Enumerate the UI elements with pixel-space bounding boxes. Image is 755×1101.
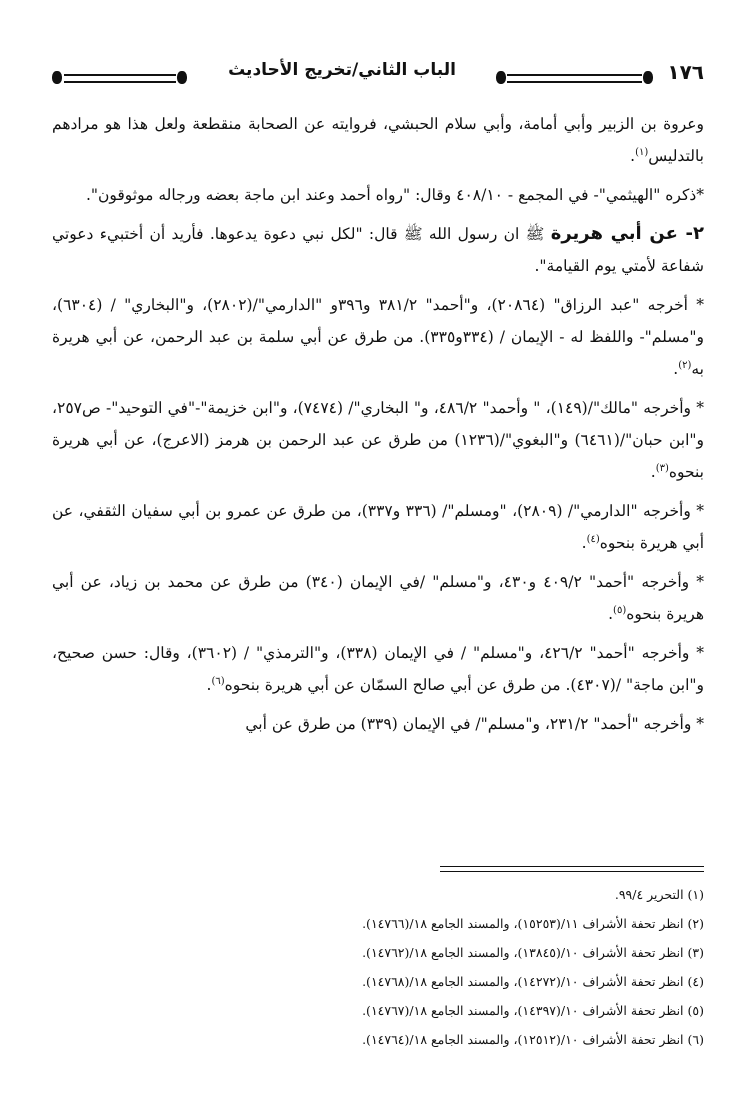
page-number: ١٧٦	[667, 60, 704, 84]
footnote-separator	[440, 866, 704, 867]
main-text	[52, 108, 704, 747]
footnote: (٢) انظر تحفة الأشراف ١١/(١٥٢٥٣)، والمسند الجامع ١٨/(١٤٧٦٦).	[362, 916, 704, 931]
footnote-ref: (٥)	[613, 604, 627, 616]
ornament-dot	[643, 71, 653, 84]
footnote: (١) التحرير ٩٩/٤.	[614, 887, 704, 902]
footnote-ref: (٣)	[655, 462, 669, 474]
paragraph: وعروة بن الزبير وأبي أمامة، وأبي سلام الحبشي، فروايته عن الصحابة منقطعة ولعل هذا هو مرادهم بالتدليس$^{(١)}$.	[52, 115, 704, 165]
header-rule	[507, 74, 642, 83]
footnote-ref: (٢)	[678, 359, 692, 371]
paragraph: * وأخرجه "أحمد" ٢٣١/٢، و"مسلم"/ في الإيمان (٣٣٩) من طرق عن أبي	[245, 715, 704, 733]
ornament-dot	[177, 71, 187, 84]
hadith-heading: ٢- عن أبي هريرة ﷺ ان رسول الله ﷺ قال: "لكل نبي دعوة يدعوها. فأريد أن أختبيء دعوتي شفاعة لأمتي يوم القيامة".	[52, 223, 704, 275]
paragraph: * وأخرجه "أحمد" ٤٠٩/٢ و٤٣٠، و"مسلم" /في الإيمان (٣٤٠) من طرق عن محمد بن زياد، عن أبي هريرة بنحوه$^{(٥)}$.	[52, 573, 705, 623]
header-rule	[64, 74, 176, 83]
chapter-title: الباب الثاني/تخريج الأحاديث	[228, 60, 456, 80]
ornament-dot	[52, 71, 62, 84]
paragraph: *ذكره "الهيثمي"- في المجمع - ٤٠٨/١٠ وقال: "رواه أحمد وعند ابن ماجة بعضه ورجاله موثوقون".	[85, 186, 704, 204]
footnote: (٣) انظر تحفة الأشراف ١٠/(١٣٨٤٥)، والمسند الجامع ١٨/(١٤٧٦٢).	[362, 945, 704, 960]
hadith-number: ٢- عن أبي هريرة	[550, 223, 704, 244]
footnote-ref: (٤)	[586, 533, 600, 545]
paragraph: * وأخرجه "مالك"/(١٤٩)، " وأحمد" ٤٨٦/٢، و" البخاري"/ (٧٤٧٤)، و"ابن خزيمة"-"في التوحيد"- ص٢٥٧، و"ابن حبان"/(٦٤٦١) و"البغوي"/(١٢٣٦) من طرق عن عبد الرحمن بن هرمز (الاعرج)، عن أبي هريرة بنحوه$^{(٣)}$.	[52, 399, 705, 481]
footnote-ref: (١)	[635, 146, 649, 158]
ornament-dot	[496, 71, 506, 84]
footnote-ref: (٦)	[211, 675, 225, 687]
paragraph: * أخرجه "عبد الرزاق" (٢٠٨٦٤)، و"أحمد" ٣٨١/٢ و٣٩٦و "الدارمي"/(٢٨٠٢)، و"البخاري" / (٦٣٠٤)، و"مسلم"- واللفظ له - الإيمان / (٣٣٤و٣٣٥). من طرق عن أبي سلمة بن عبد الرحمن، عن أبي هريرة به$^{(٢)}$.	[52, 296, 704, 378]
footnote: (٥) انظر تحفة الأشراف ١٠/(١٤٣٩٧)، والمسند الجامع ١٨/(١٤٧٦٧).	[362, 1003, 704, 1018]
footnote: (٦) انظر تحفة الأشراف ١٠/(١٢٥١٢)، والمسند الجامع ١٨/(١٤٧٦٤).	[362, 1032, 704, 1047]
page-header	[52, 58, 704, 92]
footnote-separator	[440, 871, 704, 872]
footnote: (٤) انظر تحفة الأشراف ١٠/(١٤٢٧٢)، والمسند الجامع ١٨/(١٤٧٦٨).	[362, 974, 704, 989]
paragraph: * وأخرجه "أحمد" ٤٢٦/٢، و"مسلم" / في الإيمان (٣٣٨)، و"الترمذي" / (٣٦٠٢)، وقال: حسن صحيح، و"ابن ماجة" /(٤٣٠٧). من طرق عن أبي صالح السمّان عن أبي هريرة بنحوه$^{(٦)}$.	[52, 644, 704, 694]
paragraph: * وأخرجه "الدارمي"/ (٢٨٠٩)، "ومسلم"/ (٣٣٦ و٣٣٧)، من طرق عن عمرو بن أبي سفيان الثقفي، عن أبي هريرة بنحوه$^{(٤)}$.	[52, 502, 704, 552]
footnotes	[52, 880, 704, 1054]
